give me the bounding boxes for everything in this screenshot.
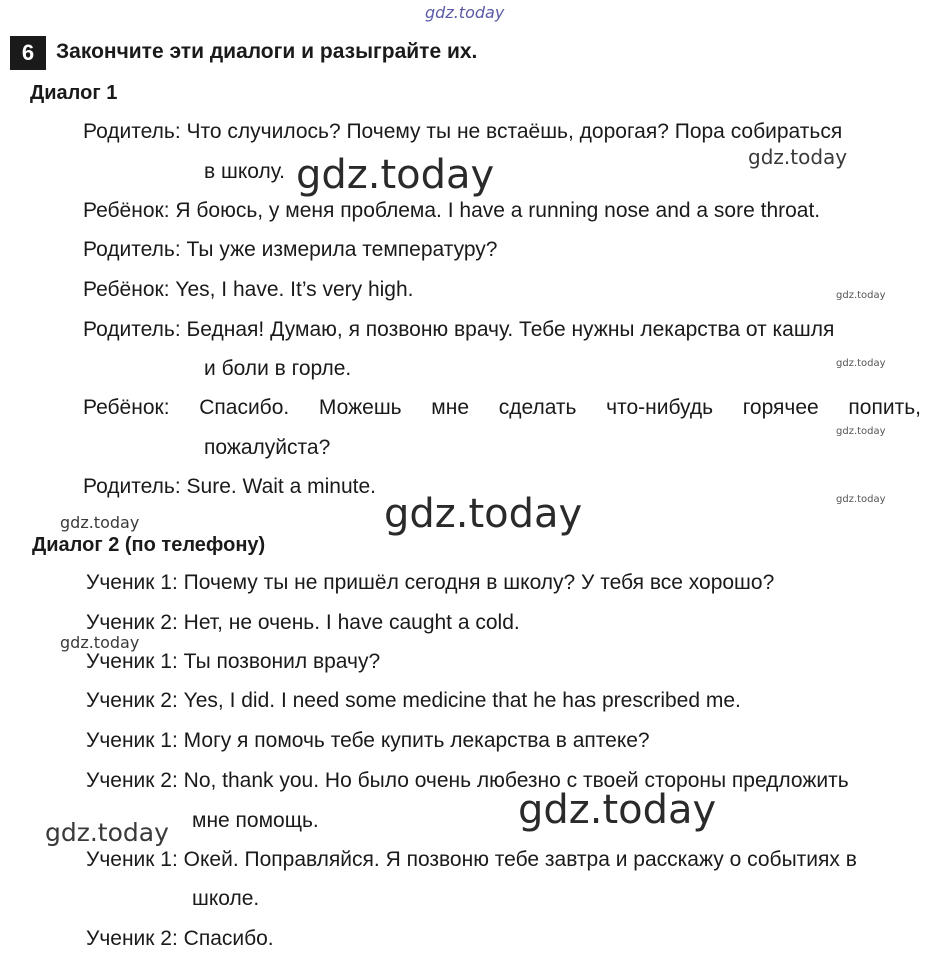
dialog1-line-5: Родитель: Бедная! Думаю, я позвоню врачу. Тебе нужны лекарства от кашля [83, 318, 835, 341]
watermark-medium: gdz.today [45, 818, 169, 847]
dialog2-line-8: Ученик 2: Спасибо. [86, 927, 274, 950]
dialog1-line-2: Ребёнок: Я боюсь, у меня проблема. I have a running nose and a sore throat. [83, 199, 821, 222]
dialog1-line-6-word: сделать [498, 396, 577, 419]
watermark-large: gdz.today [518, 787, 717, 833]
dialog2-heading: Диалог 2 (по телефону) [32, 534, 266, 556]
dialog1-line-5-cont: и боли в горле. [204, 357, 352, 380]
dialog1-line-6-word: мне [431, 396, 470, 419]
watermark-medium: gdz.today [60, 633, 140, 652]
watermark-large: gdz.today [296, 152, 495, 198]
dialog2-line-1: Ученик 1: Почему ты не пришёл сегодня в школу? У тебя все хорошо? [86, 571, 775, 594]
dialog1-line-6-word: горячее [742, 396, 819, 419]
dialog1-line-6-cont: пожалуйста? [204, 436, 331, 459]
dialog1-line-1: Родитель: Что случилось? Почему ты не встаёшь, дорогая? Пора собираться [83, 120, 843, 143]
watermark-medium: gdz.today [748, 145, 848, 169]
watermark-large: gdz.today [384, 491, 583, 537]
dialog2-line-4: Ученик 2: Yes, I did. I need some medicine that he has prescribed me. [86, 689, 741, 712]
dialog1-line-4: Ребёнок: Yes, I have. It’s very high. [83, 278, 414, 301]
dialog2-line-7-cont: школе. [192, 887, 260, 910]
dialog1-line-6-word: Можешь [318, 396, 402, 419]
dialog1-heading: Диалог 1 [30, 82, 118, 104]
watermark-small: gdz.today [836, 358, 886, 369]
watermark-top: gdz.today [425, 3, 505, 22]
dialog2-line-6-cont: мне помощь. [192, 809, 319, 832]
dialog1-line-1-cont: в школу. [204, 160, 285, 183]
dialog1-line-7: Родитель: Sure. Wait a minute. [83, 475, 376, 498]
dialog2-line-5: Ученик 1: Могу я помочь тебе купить лекарства в аптеке? [86, 729, 650, 752]
dialog2-line-7: Ученик 1: Окей. Поправляйся. Я позвоню тебе завтра и расскажу о событиях в [86, 848, 857, 871]
dialog1-line-6-word: что-нибудь [606, 396, 714, 419]
task-number-badge: 6 [10, 36, 46, 70]
watermark-small: gdz.today [836, 426, 886, 437]
dialog2-line-3: Ученик 1: Ты позвонил врачу? [86, 650, 381, 673]
dialog1-line-6-word: Ребёнок: [83, 396, 170, 419]
dialog1-line-6-word: попить, [848, 396, 921, 419]
dialog1-line-6 [83, 396, 921, 420]
dialog2-line-2: Ученик 2: Нет, не очень. I have caught a cold. [86, 611, 520, 634]
task-title: Закончите эти диалоги и разыграйте их. [56, 40, 478, 63]
dialog2-line-6: Ученик 2: No, thank you. Но было очень любезно с твоей стороны предложить [86, 769, 849, 792]
dialog1-line-3: Родитель: Ты уже измерила температуру? [83, 238, 498, 261]
dialog1-line-6-word: Спасибо. [199, 396, 290, 419]
watermark-small: gdz.today [836, 290, 886, 301]
watermark-small: gdz.today [836, 494, 886, 505]
watermark-medium: gdz.today [60, 513, 140, 532]
